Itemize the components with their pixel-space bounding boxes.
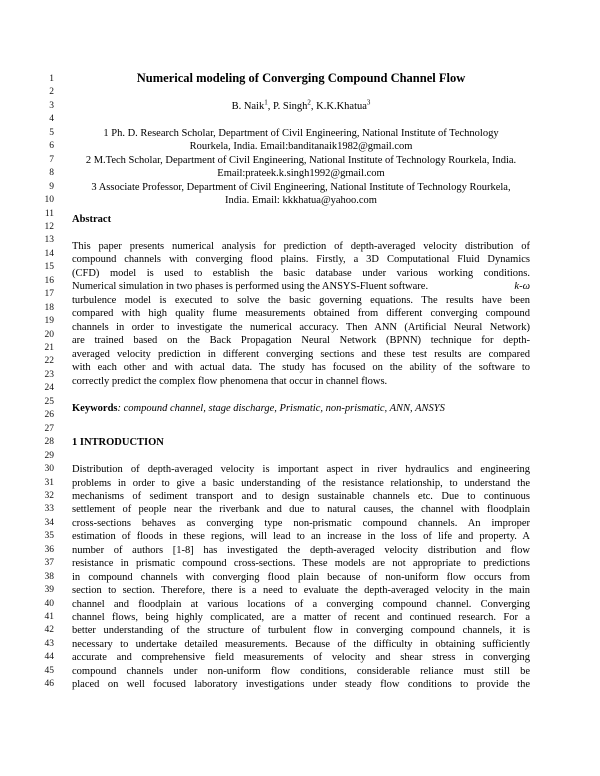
line-number: 26 <box>44 410 54 421</box>
keywords-text: : compound channel, stage discharge, Prismatic, non-prismatic, ANN, ANSYS <box>117 403 445 414</box>
author-list <box>72 100 530 113</box>
keywords <box>72 402 530 415</box>
line-number: 14 <box>44 248 54 259</box>
author-affiliation-mark: 2 <box>307 98 311 107</box>
body-line: resistance in prismatic compound cross-sections. These models are not appropriate to predictions <box>72 558 530 570</box>
body-line: settlement of people near the riverbank and due to natural causes, the channel with floodplain <box>72 504 530 516</box>
paper-title: Numerical modeling of Converging Compound Channel Flow <box>136 71 466 85</box>
abstract-line: averaged velocity prediction in different converging sections and these test results are compared <box>72 348 530 360</box>
body-line: number of authors [1-8] has investigated the depth-averaged velocity distribution and flow <box>72 544 530 556</box>
line-number: 42 <box>44 625 54 636</box>
abstract-line-with-formula <box>72 280 530 293</box>
line-number: 23 <box>44 369 54 380</box>
author-name: , K.K.Khatua <box>310 100 367 112</box>
body-line: estimation of floods in these regions, will lead to an increase in the loss of life and property. A <box>72 531 530 543</box>
line-number: 20 <box>44 329 54 340</box>
line-number: 34 <box>44 517 54 528</box>
line-number: 32 <box>44 490 54 501</box>
line-number: 13 <box>44 235 54 246</box>
k-omega-symbol: k-ω <box>514 281 530 293</box>
line-number: 10 <box>44 195 54 206</box>
line-number: 30 <box>44 464 54 475</box>
line-number: 3 <box>49 100 54 111</box>
line-number: 45 <box>44 665 54 676</box>
affiliation-line: Email:prateek.k.singh1992@gmail.com <box>217 168 385 180</box>
line-number: 29 <box>44 450 54 461</box>
line-number: 18 <box>44 302 54 313</box>
body-line: channel and floodplain at various locations of a converging compound channel. Converging <box>72 598 530 610</box>
abstract-line: channels in order to investigate the numerical accuracy. Then ANN (Artificial Neural Network) <box>72 321 530 333</box>
abstract-line: compared with high quality flume measurements obtained from different converging compound <box>72 308 530 320</box>
affiliation-line: 3 Associate Professor, Department of Civil Engineering, National Institute of Technology Rourkela, <box>91 181 511 193</box>
abstract-line: are trained based on the Back Propagation Neural Network (BPNN) technique for depth- <box>72 335 530 347</box>
line-number: 44 <box>44 652 54 663</box>
line-number: 35 <box>44 531 54 542</box>
affiliation-line: India. Email: kkkhatua@yahoo.com <box>225 195 377 207</box>
line-number: 22 <box>44 356 54 367</box>
affiliation-line: 2 M.Tech Scholar, Department of Civil Engineering, National Institute of Technology Rourkela, India. <box>85 154 517 166</box>
abstract-line: turbulence model is executed to solve the basic governing equations. The results have been <box>72 294 530 306</box>
line-number: 21 <box>44 343 54 353</box>
author-affiliation-mark: 1 <box>264 98 268 107</box>
line-number: 7 <box>49 154 54 165</box>
keywords-label: Keywords <box>72 403 118 414</box>
body-line: Distribution of depth-averaged velocity is important aspect in river hydraulics and engineering <box>72 464 530 476</box>
line-number: 25 <box>44 396 54 407</box>
line-number: 19 <box>44 316 54 327</box>
line-number: 6 <box>49 141 54 152</box>
body-line: problems in order to give a basic understanding of the resistance relationship, to understand the <box>72 477 530 489</box>
line-number: 40 <box>44 598 54 609</box>
line-number: 9 <box>49 181 54 192</box>
body-line: in compound channels with converging flood plain because of non-uniform flow occurs from <box>72 571 530 583</box>
line-number: 15 <box>44 262 54 273</box>
body-line: section to section. Therefore, there is a need to evaluate the depth-averaged velocity in the main <box>72 585 530 597</box>
line-number: 2 <box>49 87 54 98</box>
affiliation-line: Rourkela, India. Email:banditanaik1982@gmail.com <box>189 141 413 153</box>
section-heading: 1 INTRODUCTION <box>72 436 164 448</box>
abstract-line-text: Numerical simulation in two phases is performed using the ANSYS-Fluent software. <box>72 281 429 293</box>
abstract-heading: Abstract <box>72 214 112 225</box>
author-name: B. Naik <box>231 100 265 112</box>
line-number: 11 <box>44 208 54 219</box>
line-number: 28 <box>44 437 54 448</box>
line-number: 4 <box>49 114 54 125</box>
body-line: better understanding of the structure of turbulent flow in converging compound channels, it is <box>72 625 530 637</box>
line-number: 33 <box>44 504 54 515</box>
affiliation-line: 1 Ph. D. Research Scholar, Department of Civil Engineering, National Institute of Technology <box>103 127 499 139</box>
line-number: 46 <box>44 679 54 690</box>
body-line: compound channels under non-uniform flow conditions, considerable reliance must still be <box>72 665 530 677</box>
body-line: mechanisms of sediment transport and to design sustainable channels etc. Due to continuous <box>72 490 530 502</box>
body-line: accurate and comprehensive field measurements of velocity and shear stress in converging <box>72 652 530 664</box>
line-number: 37 <box>44 558 54 569</box>
abstract-line: compound channels with converging flood plains. Firstly, a 3D Computational Fluid Dynamics <box>72 254 530 266</box>
abstract-line: with each other and with actual data. The study has focused on the ability of the software to <box>72 362 530 374</box>
abstract-line: This paper presents numerical analysis for prediction of depth-averaged velocity distribution of <box>72 241 530 252</box>
line-number: 38 <box>44 571 54 582</box>
line-number: 24 <box>44 383 54 394</box>
author-affiliation-mark: 3 <box>366 98 371 107</box>
line-number: 31 <box>44 477 54 488</box>
line-number: 43 <box>44 638 54 649</box>
line-number: 41 <box>44 612 54 622</box>
abstract-line: correctly predict the complex flow phenomena that occur in channel flows. <box>72 375 388 387</box>
line-number: 27 <box>44 423 54 434</box>
line-number: 39 <box>44 585 54 596</box>
line-number: 17 <box>44 289 54 300</box>
body-line: placed on well focused laboratory investigations under steady flow conditions to provide the <box>72 679 530 691</box>
line-number: 5 <box>49 127 54 138</box>
line-number: 16 <box>44 275 54 286</box>
line-number: 1 <box>49 74 54 84</box>
body-line: necessary to undertake detailed measurements. Because of the difficulty in obtaining sufficiently <box>72 638 530 650</box>
abstract-line: (CFD) model is used to establish the basic database under various working conditions. <box>72 267 530 279</box>
line-number: 8 <box>49 168 54 179</box>
line-number: 36 <box>44 544 54 555</box>
line-number: 12 <box>44 221 54 232</box>
body-line: cross-sections behaves as converging type non-prismatic compound channels. An improper <box>72 517 530 529</box>
author-name: , P. Singh <box>267 100 308 112</box>
body-line: channel flows, being highly complicated, are a matter of recent and continued research. For a <box>72 612 530 623</box>
